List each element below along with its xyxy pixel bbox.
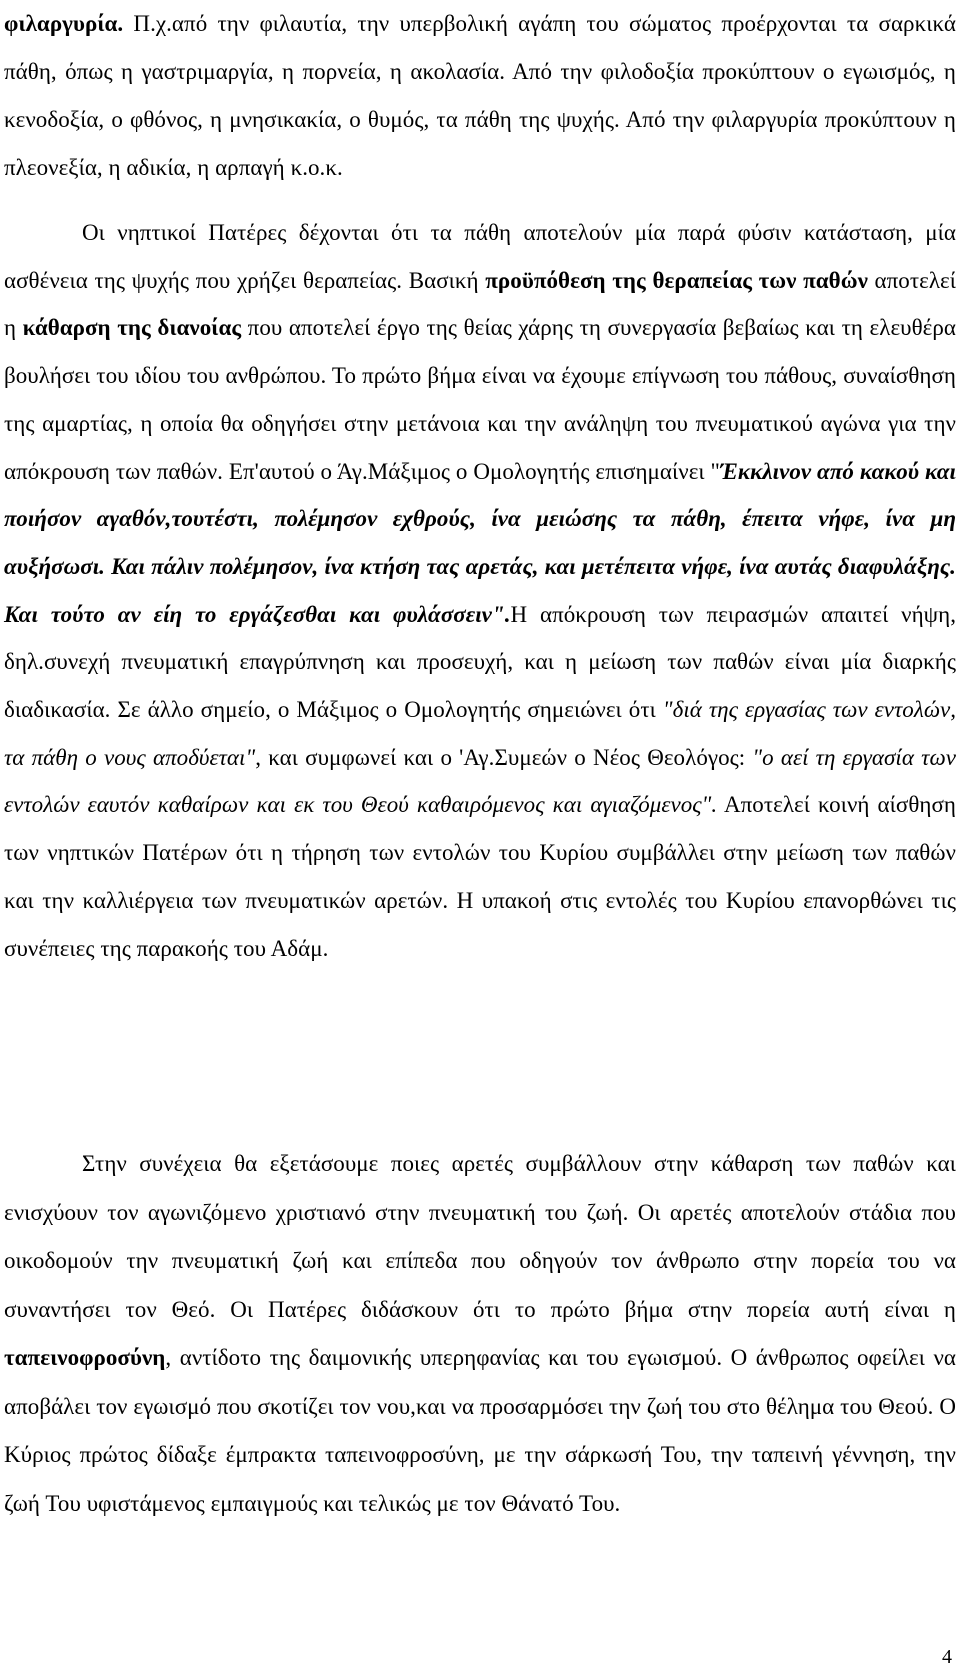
paragraph-text: Π.χ.από την φιλαυτία, την υπερβολική αγάπη του σώματος προέρχονται τα σαρκικά πάθη, όπως η γαστριμαργία, η πορνεία, η ακολασία. Από την φιλοδοξία προκύπτουν ο εγωισμός, η κενοδοξία, ο φθόνος, η μνησικακία, ο θυμός, τα πάθη της ψυχής. Από την φιλαργυρία προκύπτουν η πλεονεξία, η αδικία, η αρπαγή κ.ο.κ. (4, 11, 956, 180)
italic-quote: "διά της εργασίας των εντολών, τα πάθη ο νους αποδύεται" (4, 697, 956, 770)
paragraph-text: αποτελεί η (4, 267, 957, 341)
paragraph-text: , και συμφωνεί και ο 'Αγ.Συμεών ο Νέος Θεολόγος: (255, 744, 753, 770)
paragraph-text: Οι νηπτικοί Πατέρες δέχονται ότι τα πάθη αποτελούν μία παρά φύσιν κατάσταση, μία ασθένεια της ψυχής που χρήζει θεραπείας. Βασική (4, 220, 956, 293)
paragraph-3 (4, 1140, 956, 1528)
paragraph-text: Η απόκρουση των πειρασμών απαιτεί νήψη, δηλ.συνεχή πνευματική επαγρύπνηση και προσευχή, και η μείωση των παθών είναι μία διαρκής διαδικασία. Σε άλλο σημείο, ο Μάξιμος ο Ομολογητής σημειώνει ότι (4, 601, 956, 723)
paragraph-2 (4, 209, 956, 972)
paragraph-1 (4, 0, 956, 192)
paragraph-text: που αποτελεί έργο της θείας χάρης τη συνεργασία βεβαίως και τη ελευθέρα βουλήσει του ιδίου του ανθρώπου. Το πρώτο βήμα είναι να έχουμε επίγνωση του πάθους, συναίσθηση της αμαρτίας, η οποία θα οδηγήσει στην μετάνοια και την ανάληψη του πνευματικού αγώνα για την απόκρουση των παθών. Επ'αυτού ο Άγ.Μάξιμος ο Ομολογητής επισημαίνει " (4, 315, 957, 484)
paragraph-text: , αντίδοτο της δαιμονικής υπερηφανίας και του εγωισμού. Ο άνθρωπος οφείλει να αποβάλει τον εγωισμό που σκοτίζει τον νου,και να προσαρμόσει την ζωή του στο θέλημα του Θεού. Ο Κύριος πρώτος δίδαξε έμπρακτα ταπεινοφροσύνη, με την σάρκωσή Του, την ταπεινή γέννηση, την ζωή Του υφιστάμενος εμπαιγμούς και τελικώς με τον Θάνατό Του. (4, 1345, 956, 1516)
bold-phrase: προϋπόθεση της θεραπείας των παθών (485, 267, 868, 293)
paragraph-text: Αποτελεί κοινή αίσθηση των νηπτικών Πατέρων ότι η τήρηση των εντολών του Κυρίου συμβάλλει στην μείωση των παθών και την καλλιέργεια των πνευματικών αρετών. Η υπακοή στις εντολές του Κυρίου επανορθώνει τις συνέπειες της παρακοής του Αδάμ. (4, 792, 956, 961)
paragraph-text: Στην συνέχεια θα εξετάσουμε ποιες αρετές συμβάλλουν στην κάθαρση των παθών και ενισχύουν τον αγωνιζόμενο χριστιανό στην πνευματική του ζωή. Οι αρετές αποτελούν στάδια που οικοδομούν την πνευματική ζωή και επίπεδα που οδηγούν τον άνθρωπο στην πορεία του να συναντήσει τον Θεό. Οι Πατέρες διδάσκουν ότι το πρώτο βήμα στην πορεία αυτή είναι η (4, 1151, 956, 1322)
bold-word: φιλαργυρία. (4, 11, 124, 36)
bold-word: ταπεινοφροσύνη (4, 1345, 166, 1370)
page-number: 4 (942, 1646, 952, 1668)
quote-text: Έκκλινον από κακού και ποιήσον αγαθόν,τουτέστι, πολέμησον εχθρούς, ίνα μειώσης τα πάθη, έπειτα νήφε, ίνα μη αυξήσωσι. Και πάλιν πολέμησον, ίνα κτήση τας αρετάς, και μετέπειτα νήφε, ίνα αυτάς διαφυλάξης. Και τούτο αν είη το εργάζεσθαι και φυλάσσειν". (4, 458, 957, 627)
italic-quote: "ο αεί τη εργασία των εντολών εαυτόν καθαίρων και εκ του Θεού καθαιρόμενος και αγιαζόμενος". (4, 744, 956, 818)
bold-phrase: κάθαρση της διανοίας (22, 315, 242, 341)
